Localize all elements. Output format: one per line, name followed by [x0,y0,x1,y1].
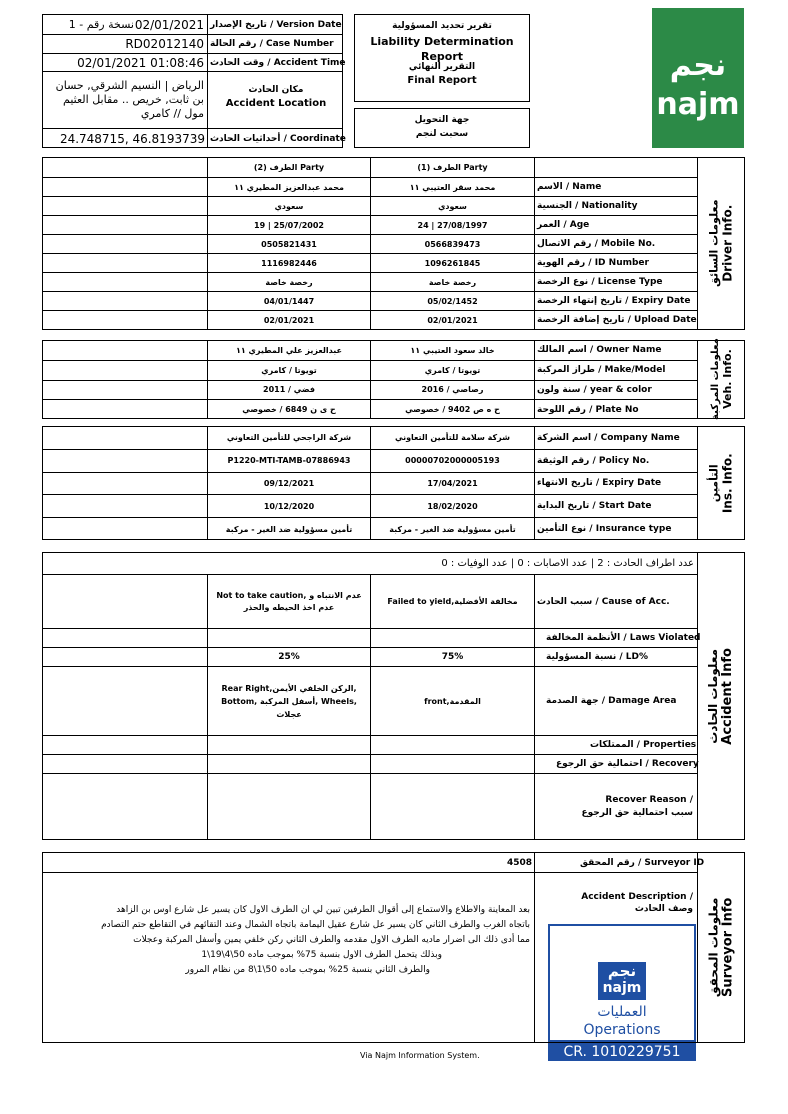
insurance-info-title: التأمين Ins. Info. [707,453,734,513]
driver-info-title: معلومات السائق Driver Info. [707,199,734,288]
damage-area-party1: front,المقدمة [424,696,481,706]
party2-header: الطرف (2) Party [253,163,325,172]
insurance-row-party2: 09/12/2021 [263,478,315,488]
properties-label: الممتلكات / Properties [590,740,697,750]
driver-row-party2: سعودي [274,201,304,211]
driver-row-party1: رخصة خاصة [428,277,477,287]
damage-area-label: جهة الصدمة / Damage Area [546,696,677,706]
driver-row-label: تاريخ إنتهاء الرخصة / Expiry Date [537,296,691,306]
insurance-row-label: تاريخ البداية / Start Date [537,501,652,512]
surveyor-info-title: معلومات المحقق Surveyor Info [706,897,735,998]
footer-text: Via Najm Information System. [360,1051,480,1060]
vehicle-row-party2: تويوتا / كامري [261,365,317,375]
insurance-row-party1: 17/04/2021 [427,478,478,488]
driver-row-party2: 19 | 25/07/2002 [254,220,324,230]
version-no: نسخة رقم - 1 [68,18,134,31]
driver-row-label: رقم الاتصال / Mobile No. [537,239,656,249]
laws-violated-label: الأنظمة المخالفة / Laws Violated [546,633,701,643]
insurance-row-label: نوع التأمين / Insurance type [537,524,672,535]
insurance-row-party2: شركة الراجحي للتأمين التعاوني [226,433,352,443]
driver-row-label: رقم الهوية / ID Number [537,258,649,268]
ld-percent-party1: 75% [441,652,464,662]
driver-row-party1: 05/02/1452 [427,296,478,306]
description-label: Accident Description / وصف الحادث [581,892,693,914]
report-type: التقرير النهائي Final Report [407,62,477,86]
stamp-cr: CR. 1010229751 [548,1043,696,1061]
insurance-row-party1: تأمين مسؤولية ضد الغير - مركبة [389,524,516,534]
recovery-label: احتمالية حق الرجوع / Recovery [556,759,699,769]
driver-row-label: نوع الرخصة / License Type [537,277,663,287]
damage-area-party2: Rear Right,الركن الخلفي الأيمن, Bottom, أسفل المركبة, Wheels, عجلات [221,683,357,719]
vehicle-row-party1: خالد سعود العتيبي ١١ [410,345,495,355]
vehicle-row-party1: 2016 / رصاصي [421,385,484,395]
driver-row-party2: 0505821431 [261,239,317,249]
case-number-value: RD02012140 [125,37,204,51]
operations-stamp [548,924,696,1061]
vehicle-row-label: رقم اللوحة / Plate No [537,404,639,415]
driver-row-party1: 02/01/2021 [427,315,478,325]
accident-location-value: الرياض | النسيم الشرقي, حسان بن ثابت, خريص .. مقابل العثيم مول // كامري [55,79,204,120]
driver-row-party1: 0566839473 [424,239,481,249]
transfer-info: جهة التحويل سحبت لنجم [414,115,470,139]
stamp-dept-ar: العمليات [597,1004,647,1020]
driver-row-label: الاسم / Name [537,182,602,192]
insurance-row-party2: تأمين مسؤولية ضد الغير - مركبة [225,524,353,534]
accident-summary: عدد اطراف الحادث : 2 | عدد الاصابات : 0 | عدد الوفيات : 0 [441,558,694,569]
driver-row-party1: سعودي [438,201,467,211]
najm-logo-arabic: نجم [669,48,727,83]
insurance-row-party1: شركة سلامة للتأمين التعاوني [394,433,510,443]
vehicle-row-label: سنة ولون / year & color [537,384,652,395]
coordinate-value: 24.748715, 46.8193739 [59,131,205,146]
driver-row-label: الجنسية / Nationality [537,201,638,211]
driver-row-party1: 24 | 27/08/1997 [417,220,488,230]
version-date-value: 02/01/2021 [134,17,204,32]
surveyor-id-value: 4508 [506,857,532,868]
najm-logo-latin: najm [656,87,740,122]
najm-logo [652,8,744,148]
coordinate-label: أحداثيات الحادث / Coordinate [210,133,346,144]
cause-party2: Not to take caution, عدم الانتباه و عدم اخذ الحيطه والحذر [216,590,362,612]
stamp-dept-en: Operations [583,1022,661,1038]
vehicle-row-party1: تويوتا / كامري [424,365,481,375]
vehicle-row-party2: ح ى ن 6849 / خصوصي [242,405,336,415]
insurance-row-label: رقم الوثيقة / Policy No. [537,455,650,466]
recover-reason-label: Recover Reason / سبب احتمالية حق الرجوع [581,795,693,818]
insurance-row-label: اسم الشركة / Company Name [537,432,680,443]
case-number-label: رقم الحالة / Case Number [210,39,334,49]
vehicle-row-label: اسم المالك / Owner Name [537,345,662,356]
driver-row-party1: 1096261845 [424,258,481,268]
report-title: تقرير تحديد المسؤولية Liability Determination Report [370,21,514,63]
driver-row-party2: 04/01/1447 [263,296,315,306]
insurance-row-label: تاريخ الانتهاء / Expiry Date [537,478,662,489]
driver-row-party2: 1116982446 [261,258,317,268]
driver-row-party2: محمد عبدالعزيز المطيري ١١ [234,182,344,192]
version-date-label: تاريخ الإصدار / Version Date [210,19,342,30]
party1-header: الطرف (1) Party [417,163,488,172]
driver-row-label: العمر / Age [537,220,590,230]
driver-row-party2: رخصة خاصة [265,277,313,287]
driver-row-party1: محمد سقر العتيبي ١١ [409,182,496,192]
vehicle-row-party2: 2011 / فضي [263,385,315,395]
vehicle-info-title: معلومات المركبة Veh. Info. [709,338,733,421]
driver-row-label: تاريخ إضافة الرخصة / Upload Date [537,315,697,325]
accident-location-label: مكان الحادث Accident Location [225,85,327,109]
ld-percent-party2: 25% [278,652,300,662]
accident-description: بعد المعاينة والاطلاع والاستماع إلى أقوال الطرفين تبين لي ان الطرف الاول كان يسير عل شارع اوس بن الزاهد باتجاه الغرب والطرف الثاني كان يسير عل شارع عقيل اليمامة باتجاه الشمال وعند التقائهم في التقاطع حتم التصادم مما أدى ذلك الى اضرار ماديه الطرف الاول مقدمه والطرف الثاني ركن خلفي يمين وأسفل المركبة وعجلات وبذلك يتحمل الطرف الاول بنسبة 75% بموجب ماده 50\4\19\1 والطرف الثاني بنسبة 25% بموجب ماده 50\1\8 من نظام المرور [101,905,530,975]
vehicle-row-party1: ح ه ص 9402 / خصوصي [405,405,500,415]
insurance-row-party1: 00000702000005193 [405,456,500,466]
insurance-row-party2: 10/12/2020 [263,501,315,511]
vehicle-row-label: طراز المركبة / Make/Model [537,365,666,376]
insurance-row-party2: P1220-MTI-TAMB-07886943 [227,456,351,466]
accident-time-value: 02/01/2021 01:08:46 [77,55,204,70]
accident-time-label: وقت الحادث / Accident Time [210,57,346,68]
vehicle-row-party2: عبدالعزيز علي المطيري ١١ [236,345,342,355]
stamp-najm-logo: نجم najm [598,962,646,1000]
cause-label: سبب الحادث / Cause of Acc. [537,596,670,607]
cause-party1: Failed to yield,مخالفة الأفضلية [387,597,518,606]
driver-row-party2: 02/01/2021 [263,315,315,325]
surveyor-id-label: رقم المحقق / Surveyor ID [580,857,705,868]
ld-percent-label: نسبة المسؤولية / LD% [546,652,648,662]
insurance-row-party1: 18/02/2020 [427,501,478,511]
accident-info-title: معلومات الحادث Accident Info [706,647,735,745]
